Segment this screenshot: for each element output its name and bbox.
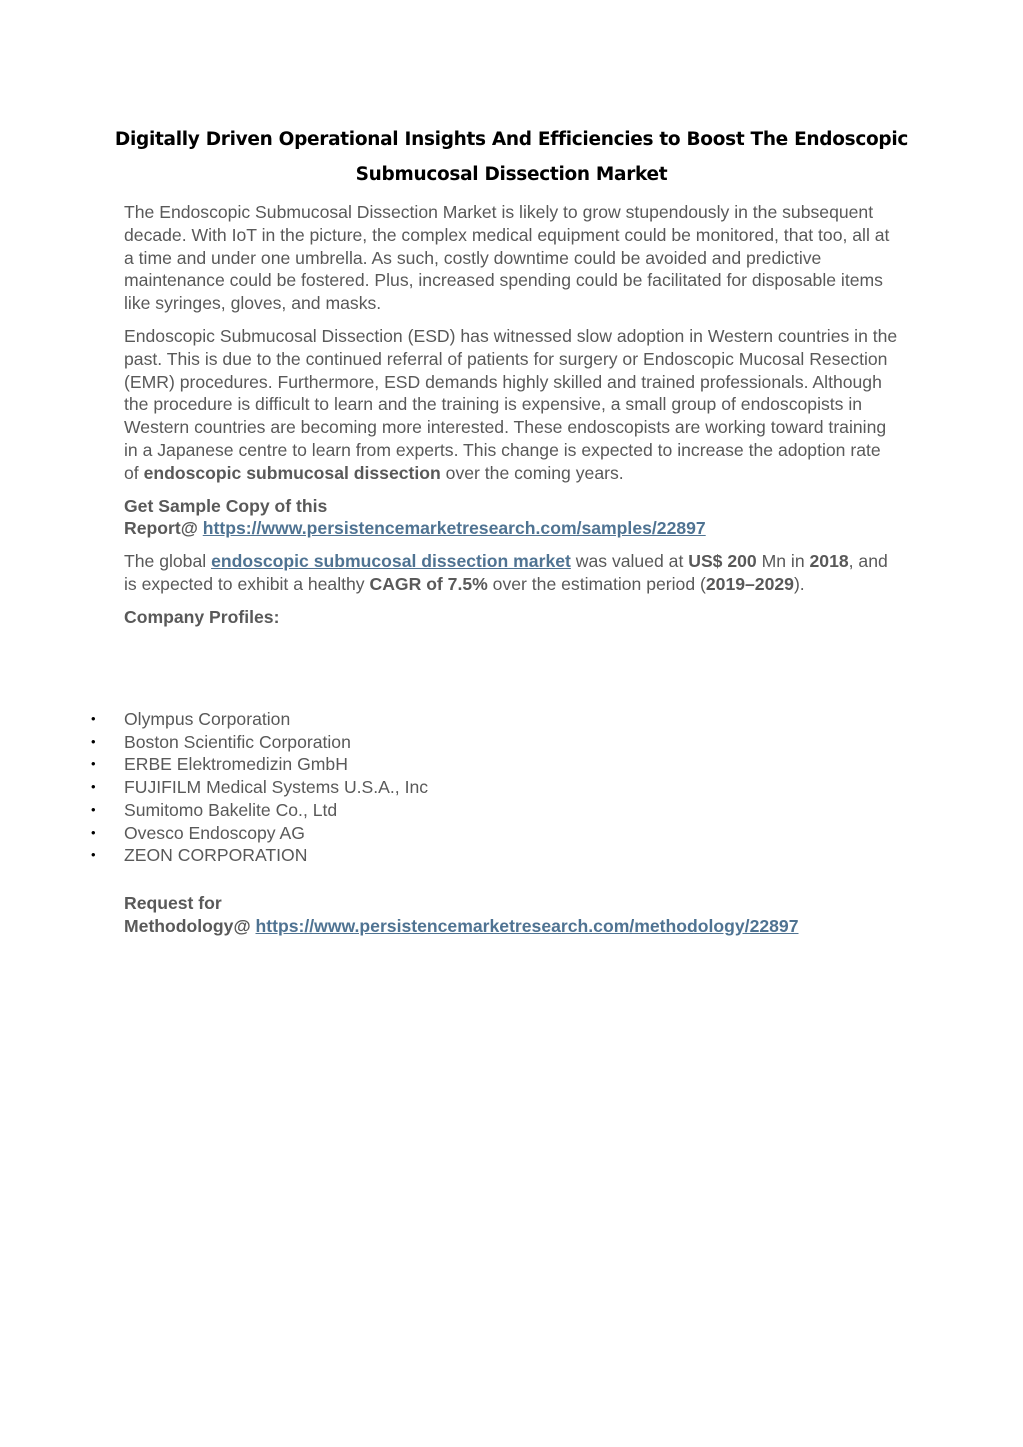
market-link[interactable]: endoscopic submucosal dissection market bbox=[211, 551, 571, 572]
bullet-icon: • bbox=[91, 733, 96, 749]
list-item bbox=[0, 844, 428, 867]
document-body bbox=[124, 201, 899, 639]
sample-copy-block bbox=[124, 495, 899, 541]
methodology-block bbox=[124, 892, 904, 938]
market-text-mid1: was valued at bbox=[570, 551, 689, 572]
market-text-suffix: ). bbox=[793, 573, 805, 594]
market-text-mid2: Mn in bbox=[756, 551, 810, 572]
methodology-link[interactable]: https://www.persistencemarketresearch.com/methodology/22897 bbox=[255, 915, 799, 936]
company-name: Ovesco Endoscopy AG bbox=[124, 822, 305, 843]
list-item bbox=[0, 753, 428, 776]
list-item bbox=[0, 731, 428, 754]
list-item bbox=[0, 708, 428, 731]
market-value-paragraph bbox=[124, 550, 899, 596]
sample-copy-link[interactable]: https://www.persistencemarketresearch.com/samples/22897 bbox=[202, 518, 706, 539]
bullet-icon: • bbox=[91, 711, 96, 726]
market-period: 2019–2029 bbox=[705, 573, 794, 594]
list-item bbox=[0, 822, 428, 845]
bullet-icon: • bbox=[91, 801, 96, 817]
bullet-icon: • bbox=[91, 756, 96, 772]
document-title: Digitally Driven Operational Insights And Efficiencies to Boost The Endoscopic Submucosal Dissection Market bbox=[114, 129, 909, 185]
company-name: Sumitomo Bakelite Co., Ltd bbox=[124, 799, 338, 820]
company-list bbox=[0, 708, 428, 867]
methodology-label-line2: Methodology@ bbox=[124, 915, 256, 936]
company-name: Boston Scientific Corporation bbox=[124, 731, 351, 752]
market-value: US$ 200 bbox=[688, 551, 757, 572]
company-name: ZEON CORPORATION bbox=[124, 845, 308, 866]
market-text-mid4: over the estimation period ( bbox=[487, 573, 706, 594]
sample-copy-label-line1: Get Sample Copy of this bbox=[124, 495, 328, 516]
list-item bbox=[0, 776, 428, 799]
esd-bold-term: endoscopic submucosal dissection bbox=[143, 462, 441, 483]
bullet-icon: • bbox=[91, 847, 96, 863]
bullet-icon: • bbox=[91, 779, 96, 795]
market-text-prefix: The global bbox=[124, 551, 212, 572]
methodology-label-line1: Request for bbox=[124, 893, 222, 913]
market-text-mid3: , and is expected to exhibit a healthy bbox=[124, 551, 888, 594]
esd-adoption-paragraph bbox=[124, 325, 899, 485]
esd-paragraph-text: Endoscopic Submucosal Dissection (ESD) has witnessed slow adoption in Western countries in the past. This is due to the continued referral of patients for surgery or Endoscopic Mucosal Resection (EMR) procedures. Furthermore, ESD demands highly skilled and trained professionals. Although the procedure is difficult to learn and the training is expensive, a small group of endoscopists in Western countries are becoming more interested. These endoscopists are working toward training in a Japanese centre to learn from experts. This change is expected to increase the adoption rate of bbox=[124, 325, 898, 483]
sample-copy-label-line2: Report@ bbox=[124, 518, 203, 539]
company-name: ERBE Elektromedizin GmbH bbox=[124, 754, 348, 775]
esd-paragraph-ending: over the coming years. bbox=[440, 462, 624, 483]
company-name: Olympus Corporation bbox=[124, 709, 291, 729]
bullet-icon: • bbox=[91, 824, 96, 840]
intro-paragraph: The Endoscopic Submucosal Dissection Market is likely to grow stupendously in the subsequent decade. With IoT in the picture, the complex medical equipment could be monitored, that too, all at a time and under one umbrella. As such, costly downtime could be avoided and predictive maintenance could be fostered. Plus, increased spending could be facilitated for disposable items like syringes, gloves, and masks. bbox=[124, 202, 890, 314]
list-item bbox=[0, 799, 428, 822]
company-profiles-heading: Company Profiles: bbox=[124, 606, 280, 627]
market-cagr: CAGR of 7.5% bbox=[369, 573, 488, 594]
market-base-year: 2018 bbox=[809, 551, 849, 572]
company-name: FUJIFILM Medical Systems U.S.A., Inc bbox=[124, 777, 429, 798]
